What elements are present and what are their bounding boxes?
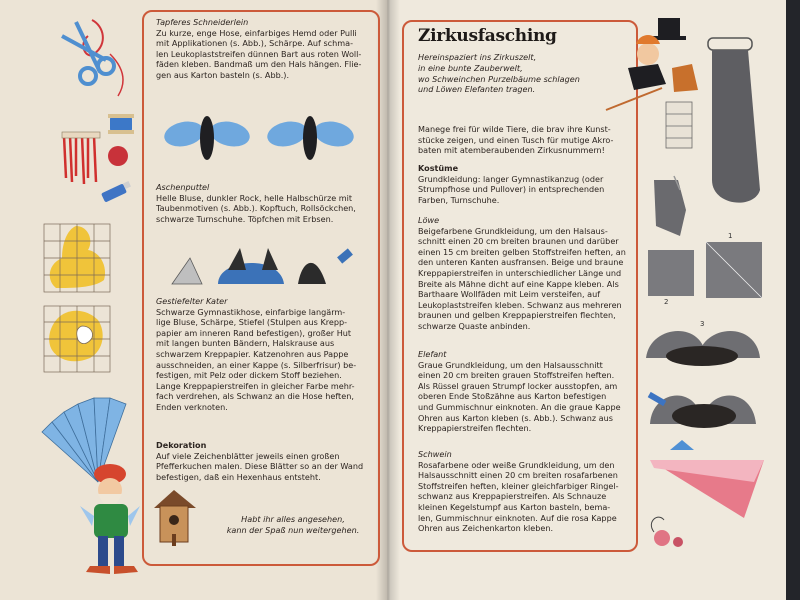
book-edge bbox=[786, 0, 800, 600]
section-aschenputtel bbox=[156, 182, 372, 224]
scissors-icon bbox=[48, 14, 138, 104]
grid-pattern-figure bbox=[42, 222, 112, 374]
figure-number-3: 3 bbox=[700, 320, 705, 328]
section-body: Auf viele Zeichenblätter jeweils einen großen Pfefferkuchen malen. Diese Blätter so an der Wand befestigen, daß ein Hexenhaus entsteht. bbox=[156, 450, 364, 482]
cap-figure bbox=[640, 228, 780, 468]
section-elefant bbox=[418, 349, 628, 434]
section-schwein bbox=[418, 449, 628, 534]
page-title: Zirkusfasching bbox=[418, 26, 557, 46]
section-gestiefelter-kater bbox=[156, 296, 372, 413]
fly-figure bbox=[162, 108, 362, 172]
section-heading: Gestiefelter Kater bbox=[156, 296, 228, 306]
section-kostume bbox=[418, 163, 628, 205]
section-body: Helle Bluse, dunkler Rock, helle Halbschürze mit Taubenmotiven (s. Abb.). Kopftuch, Rollsöckchen, schwarze Turnschuhe. Töpfchen mit Erbsen. bbox=[156, 192, 356, 224]
figure-number-1: 1 bbox=[728, 232, 733, 240]
section-heading: Kostüme bbox=[418, 163, 459, 173]
section-heading: Aschenputtel bbox=[156, 182, 210, 192]
section-body: Beigefarbene Grundkleidung, um den Halsaus- schnitt einen 20 cm breiten braunen und darüber einen 15 cm breiten gelben Stoffstreifen heften, an den unteren Kanten ausfransen. Beige und braune Kreppapierstreifen in unterschiedlicher Länge und Breite als Mähne dicht auf eine Kappe kleben. Als Barthaare Wollfäden mit Leim versteifen, auf Leukoplaststreifen kleben. Schwanz aus mehreren braunen und gelben Kreppapierstreifen flechten, schwarze Quaste anbinden. bbox=[418, 225, 626, 331]
section-body: Zu kurze, enge Hose, einfarbiges Hemd oder Pulli mit Applikationen (s. Abb.), Schärpe. Auf schma- len Leukoplaststreifen dünnen Bart aus roten Woll- fäden kleben. Bandmaß um den Hals hängen. Flie- gen aus Karton basteln (s. Abb.). bbox=[156, 27, 362, 80]
glue-tube-icon bbox=[96, 178, 136, 208]
section-loewe bbox=[418, 215, 628, 332]
section-heading: Elefant bbox=[418, 349, 447, 359]
intro-verse: Hereinspaziert ins Zirkuszelt, in eine bunte Zauberwelt, wo Schweinchen Purzelbäume schlagen und Löwen Elefanten tragen. bbox=[418, 52, 580, 95]
section-body: Rosafarbene oder weiße Grundkleidung, um den Halsausschnitt einen 20 cm breiten rosafarbenen Stoffstreifen heften, kleiner gleichfarbiger Ringel- schwanz aus Kreppapierstreifen. Als Schnauze kleinen Kegelstumpf aus Karton basteln, bema- len, Gummischnur einknoten. Auf die rosa Kappe Ohren aus Zeichenkarton kleben. bbox=[418, 459, 619, 534]
section-tapferes-schneiderlein bbox=[156, 17, 372, 81]
figure-number-2: 2 bbox=[664, 298, 669, 306]
ear-cutout-figure bbox=[168, 244, 368, 300]
section-dekoration bbox=[156, 440, 372, 482]
section-heading: Tapferes Schneiderlein bbox=[156, 17, 249, 27]
section-heading: Dekoration bbox=[156, 440, 207, 450]
birdhouse-figure bbox=[150, 488, 200, 550]
section-heading: Schwein bbox=[418, 449, 452, 459]
stocking-trunk-figure bbox=[636, 30, 786, 250]
closing-verse: Habt ihr alles angesehen, kann der Spaß nun weitergehen. bbox=[226, 514, 360, 535]
section-heading: Löwe bbox=[418, 215, 440, 225]
section-body: Graue Grundkleidung, um den Halsausschnitt einen 20 cm breiten grauen Stoffstreifen heften. Als Rüssel grauen Strumpf locker ausstopfen, am oberen Ende Stoßzähne aus Karton befestigen und Gummischnur einknoten. An die graue Kappe Ohren aus Karton kleben (s. Abb.). Schwanz aus Kreppapierstreifen flechten. bbox=[418, 359, 621, 434]
section-body: Schwarze Gymnastikhose, einfarbige langärm- lige Bluse, Schärpe, Stiefel (Stulpen aus Krepp- papier am inneren Rand befestigen), großer Hut mit langen bunten Bändern, Halskrause aus schwarzem Kreppapier. Katzenohren aus Pappe ausschneiden, an einer Kappe (s. Silberfrisur) be- festigen, mit Pelz oder dickem Stoff beziehen. Lange Kreppapierstreifen in gleicher Farbe mehr- fach verdrehen, als Schwanz an die Hose heften, Enden verknoten. bbox=[156, 306, 357, 412]
section-body: Grundkleidung: langer Gymnastikanzug (oder Strumpfhose und Pullover) in entsprechenden Farben, Turnschuhe. bbox=[418, 173, 605, 205]
lead-paragraph: Manege frei für wilde Tiere, die brav ihre Kunst- stücke zeigen, und einen Tusch für mutige Akro- baten mit atemberaubenden Zirkusnummern! bbox=[418, 124, 614, 156]
dwarf-figure bbox=[74, 460, 150, 580]
pig-tail-figure bbox=[644, 452, 784, 564]
